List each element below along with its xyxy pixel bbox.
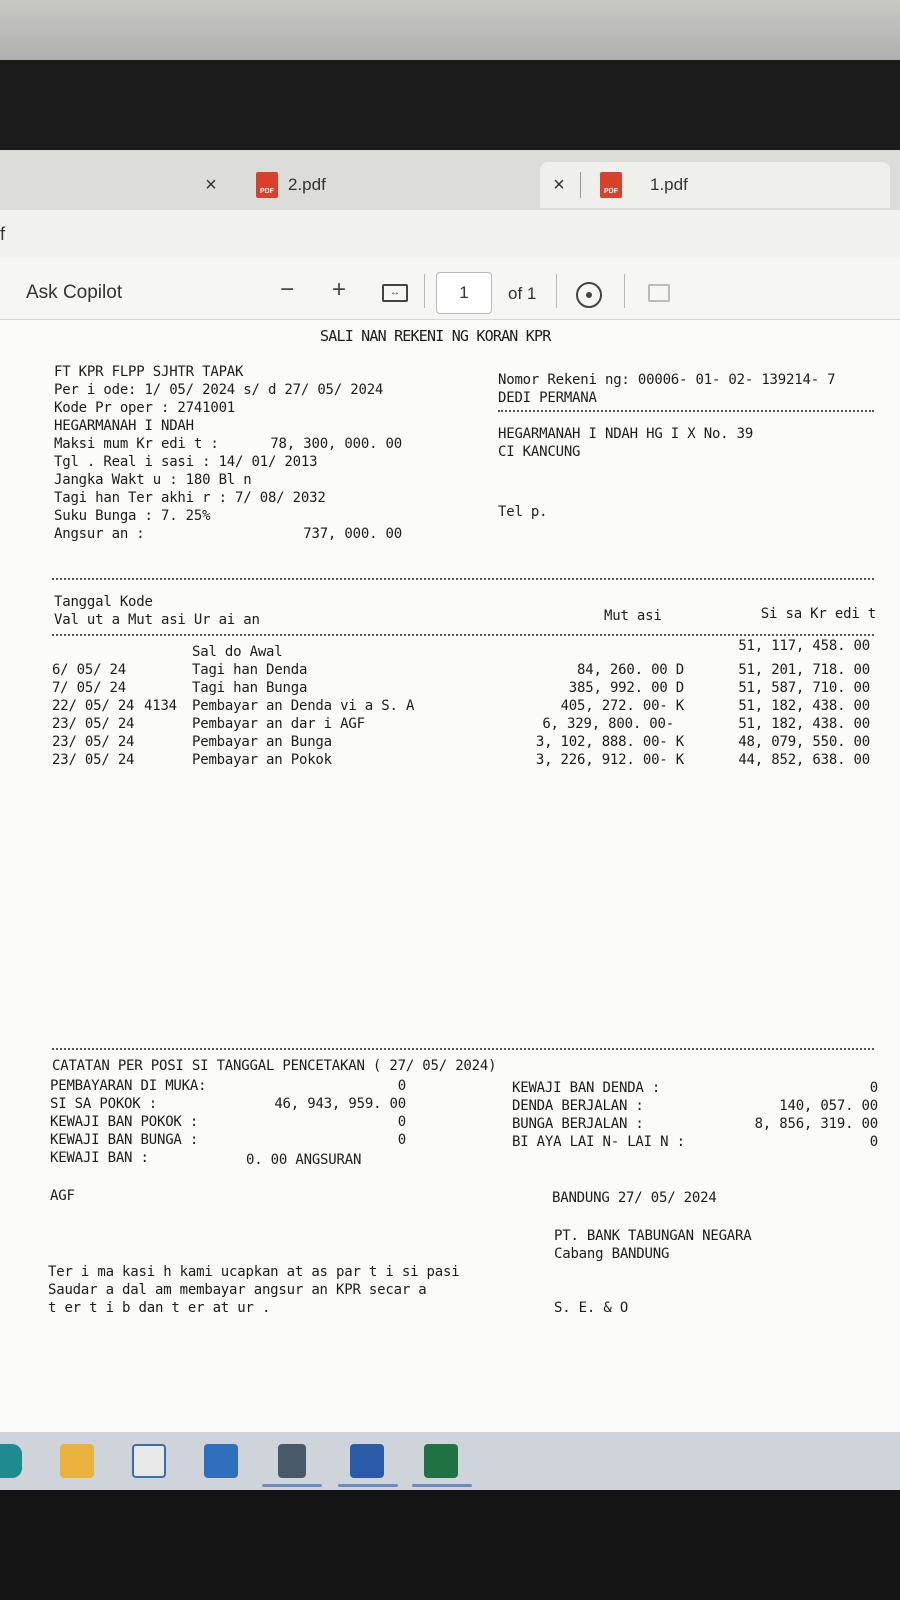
note-value: 0 [397, 1078, 406, 1094]
address-line: CI KANCUNG [498, 444, 581, 460]
transaction-code: 4134 [144, 698, 177, 714]
screen [0, 150, 900, 1480]
column-header-balance: Si sa Kr edi t [760, 606, 876, 622]
taskbar [0, 1432, 900, 1490]
pdf-page [0, 320, 900, 1480]
transaction-balance: 51, 587, 710. 00 [738, 680, 870, 696]
header-line: Tgl . Real i sasi : 14/ 01/ 2013 [54, 454, 318, 470]
column-header-date-code: Tanggal Kode [54, 594, 153, 610]
transaction-desc: Pembayar an Denda vi a S. A [192, 698, 415, 714]
transaction-amount: 6, 329, 800. 00- [542, 716, 674, 732]
transaction-amount: 385, 992. 00 D [568, 680, 684, 696]
pdf-toolbar [0, 258, 900, 320]
max-credit-value: 78, 300, 000. 00 [270, 436, 402, 452]
note-value: 0. 00 ANGSURAN [246, 1152, 362, 1168]
page-view-icon[interactable] [648, 284, 670, 302]
transaction-desc: Tagi han Bunga [192, 680, 308, 696]
monitor-bezel-top [0, 60, 900, 160]
tab-bar [0, 150, 900, 210]
dotted-rule [52, 634, 874, 636]
fit-to-width-icon[interactable]: ↔ [382, 284, 408, 302]
file-explorer-icon[interactable] [60, 1444, 94, 1478]
word-icon[interactable] [350, 1444, 384, 1478]
note-label: KEWAJI BAN BUNGA : [50, 1132, 199, 1148]
zoom-out-button[interactable]: − [280, 276, 295, 303]
notes-title: CATATAN PER POSI SI TANGGAL PENCETAKAN ( 27/ 05/ 2024) [52, 1058, 497, 1074]
close-icon[interactable]: × [553, 173, 565, 196]
address-line: HEGARMANAH I NDAH HG I X No. 39 [498, 426, 754, 442]
transaction-row [0, 698, 900, 716]
transaction-desc: Sal do Awal [192, 644, 283, 660]
transaction-row [0, 752, 900, 770]
note-label: KEWAJI BAN : [50, 1150, 149, 1166]
monitor-bezel-bottom [0, 1490, 900, 1600]
transaction-balance: 51, 117, 458. 00 [738, 638, 870, 654]
note-label: KEWAJI BAN DENDA : [512, 1080, 661, 1096]
account-name: DEDI PERMANA [498, 390, 597, 406]
column-header-valuta: Val ut a Mut asi Ur ai an [54, 612, 260, 628]
account-number: Nomor Rekeni ng: 00006- 01- 02- 139214- 7 [498, 372, 836, 388]
transaction-date: 23/ 05/ 24 [52, 752, 135, 768]
transaction-balance: 51, 182, 438. 00 [738, 698, 870, 714]
thanks-line: Saudar a dal am membayar angsur an KPR secar a [48, 1282, 427, 1298]
transaction-desc: Tagi han Denda [192, 662, 308, 678]
bank-branch: Cabang BANDUNG [554, 1246, 670, 1262]
header-line: Kode Pr oper : 2741001 [54, 400, 236, 416]
transaction-desc: Pembayar an dar i AGF [192, 716, 365, 732]
transaction-balance: 51, 182, 438. 00 [738, 716, 870, 732]
bank-name: PT. BANK TABUNGAN NEGARA [554, 1228, 752, 1244]
taskbar-indicator [338, 1484, 398, 1487]
dotted-rule [52, 1048, 874, 1050]
store-icon[interactable] [132, 1444, 166, 1478]
note-label: BUNGA BERJALAN : [512, 1116, 644, 1132]
transaction-row [0, 716, 900, 734]
transaction-row [0, 662, 900, 680]
note-label: SI SA POKOK : [50, 1096, 157, 1112]
thanks-line: t er t i b dan t er at ur . [48, 1300, 271, 1316]
transaction-date: 23/ 05/ 24 [52, 734, 135, 750]
excel-icon[interactable] [424, 1444, 458, 1478]
pdf-file-icon: PDF [600, 172, 622, 198]
transaction-amount: 3, 102, 888. 00- K [535, 734, 684, 750]
ask-copilot-button[interactable]: Ask Copilot [26, 282, 123, 303]
signature-abbrev: S. E. & O [554, 1300, 629, 1316]
note-value: 46, 943, 959. 00 [274, 1096, 406, 1112]
header-line: Angsur an : [54, 526, 145, 542]
transaction-desc: Pembayar an Bunga [192, 734, 332, 750]
transaction-date: 23/ 05/ 24 [52, 716, 135, 732]
header-line: Per i ode: 1/ 05/ 2024 s/ d 27/ 05/ 2024 [54, 382, 384, 398]
transaction-date: 22/ 05/ 24 [52, 698, 135, 714]
header-line: Jangka Wakt u : 180 Bl n [54, 472, 252, 488]
note-label: BI AYA LAI N- LAI N : [512, 1134, 685, 1150]
rotate-icon[interactable] [576, 282, 602, 308]
toolbar-divider [624, 274, 625, 308]
note-label: DENDA BERJALAN : [512, 1098, 644, 1114]
tab-label: 2.pdf [288, 175, 326, 194]
dotted-rule [52, 578, 874, 580]
toolbar-divider [556, 274, 557, 308]
tab-1pdf[interactable] [540, 162, 890, 208]
note-value: 0 [869, 1080, 878, 1096]
header-line: Maksi mum Kr edi t : [54, 436, 219, 452]
transaction-amount: 84, 260. 00 D [577, 662, 684, 678]
page-total: of 1 [508, 284, 537, 303]
footer-code: AGF [50, 1188, 75, 1204]
tab-2pdf[interactable] [200, 162, 350, 208]
phone-label: Tel p. [498, 504, 548, 520]
transaction-row [0, 638, 900, 662]
document-title: SALI NAN REKENI NG KORAN KPR [320, 327, 551, 345]
taskbar-indicator [412, 1484, 472, 1487]
thanks-line: Ter i ma kasi h kami ucapkan at as par t i si pasi [48, 1264, 460, 1280]
tab-label: 1.pdf [650, 175, 688, 194]
header-line: HEGARMANAH I NDAH [54, 418, 194, 434]
transaction-desc: Pembayar an Pokok [192, 752, 332, 768]
header-line: Suku Bunga : 7. 25% [54, 508, 211, 524]
note-value: 8, 856, 319. 00 [754, 1116, 878, 1132]
transaction-balance: 48, 079, 550. 00 [738, 734, 870, 750]
dotted-rule [498, 410, 874, 412]
page-number-input[interactable]: 1 [436, 272, 492, 314]
header-line: FT KPR FLPP SJHTR TAPAK [54, 364, 244, 380]
app-icon[interactable] [278, 1444, 306, 1478]
note-value: 0 [397, 1132, 406, 1148]
mail-icon[interactable] [204, 1444, 238, 1478]
toolbar-divider [424, 274, 425, 308]
transaction-balance: 44, 852, 638. 00 [738, 752, 870, 768]
address-text: f [0, 224, 6, 244]
taskbar-indicator [262, 1484, 322, 1487]
header-line: Tagi han Ter akhi r : 7/ 08/ 2032 [54, 490, 326, 506]
tab-separator [580, 172, 581, 198]
footer-place-date: BANDUNG 27/ 05/ 2024 [552, 1190, 717, 1206]
transaction-date: 6/ 05/ 24 [51, 662, 126, 678]
column-header-mutasi: Mut asi [604, 608, 662, 624]
pdf-file-icon: PDF [256, 172, 278, 198]
installment-value: 737, 000. 00 [303, 526, 402, 542]
transaction-date: 7/ 05/ 24 [51, 680, 126, 696]
note-value: 0 [869, 1134, 878, 1150]
note-value: 0 [397, 1114, 406, 1130]
address-bar[interactable] [0, 210, 900, 258]
transaction-row [0, 680, 900, 698]
transaction-row [0, 734, 900, 752]
note-label: KEWAJI BAN POKOK : [50, 1114, 199, 1130]
transaction-balance: 51, 201, 718. 00 [738, 662, 870, 678]
note-value: 140, 057. 00 [779, 1098, 878, 1114]
close-icon[interactable]: × [205, 173, 217, 196]
note-label: PEMBAYARAN DI MUKA: [50, 1078, 207, 1094]
transaction-amount: 3, 226, 912. 00- K [535, 752, 684, 768]
edge-icon[interactable] [0, 1444, 22, 1478]
zoom-in-button[interactable]: + [332, 276, 347, 303]
transaction-amount: 405, 272. 00- K [560, 698, 684, 714]
